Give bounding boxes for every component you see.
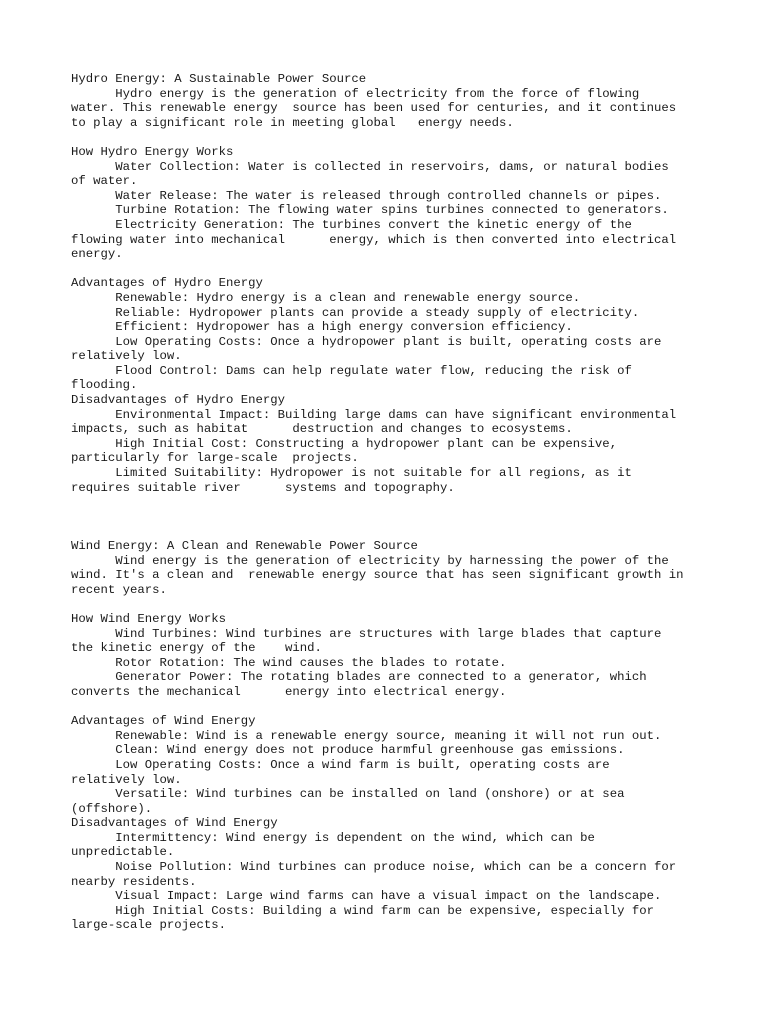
wind-disadvantage-line: High Initial Costs: Building a wind farm can be expensive, especially for [71, 903, 654, 918]
wind-title: Wind Energy: A Clean and Renewable Power Source [71, 539, 418, 554]
hydro-how-line: Electricity Generation: The turbines convert the kinetic energy of the [71, 217, 632, 232]
wind-disadvantage-line: nearby residents. [71, 874, 197, 889]
hydro-intro-line: Hydro energy is the generation of electricity from the force of flowing [71, 86, 640, 101]
spacer [71, 130, 711, 145]
hydro-advantage-line: Reliable: Hydropower plants can provide a steady supply of electricity. [71, 305, 640, 320]
wind-how-line: Rotor Rotation: The wind causes the blades to rotate. [71, 655, 507, 670]
hydro-disadvantage-line: impacts, such as habitat destruction and changes to ecosystems. [71, 422, 573, 437]
hydro-intro [71, 87, 711, 131]
wind-disadvantage-line: Intermittency: Wind energy is dependent on the wind, which can be [71, 830, 595, 845]
wind-how-line: converts the mechanical energy into electrical energy. [71, 684, 507, 699]
wind-disadvantages-heading: Disadvantages of Wind Energy [71, 816, 278, 831]
hydro-how-line: Turbine Rotation: The flowing water spins turbines connected to generators. [71, 203, 669, 218]
wind-intro [71, 554, 711, 598]
spacer [71, 597, 711, 612]
wind-advantages-list [71, 729, 711, 817]
hydro-advantage-line: Low Operating Costs: Once a hydropower plant is built, operating costs are [71, 334, 662, 349]
spacer [71, 700, 711, 715]
wind-how-line: Generator Power: The rotating blades are connected to a generator, which [71, 670, 647, 685]
hydro-advantage-line: flooding. [71, 378, 138, 393]
wind-disadvantage-line: Visual Impact: Large wind farms can have a visual impact on the landscape. [71, 889, 662, 904]
wind-how-line: the kinetic energy of the wind. [71, 641, 322, 656]
hydro-disadvantage-line: Limited Suitability: Hydropower is not suitable for all regions, as it [71, 466, 632, 481]
hydro-disadvantage-line: requires suitable river systems and topography. [71, 480, 455, 495]
wind-intro-line: recent years. [71, 582, 167, 597]
hydro-section [71, 72, 711, 495]
hydro-how-heading: How Hydro Energy Works [71, 144, 234, 159]
section-gap [71, 495, 711, 539]
wind-disadvantage-line: unpredictable. [71, 845, 175, 860]
hydro-disadvantages-heading: Disadvantages of Hydro Energy [71, 393, 286, 408]
hydro-intro-line: water. This renewable energy source has been used for centuries, and it continues [71, 101, 677, 116]
hydro-advantage-line: Efficient: Hydropower has a high energy conversion efficiency. [71, 320, 573, 335]
wind-advantage-line: Clean: Wind energy does not produce harmful greenhouse gas emissions. [71, 743, 625, 758]
hydro-disadvantage-line: particularly for large-scale projects. [71, 451, 359, 466]
hydro-advantage-line: Renewable: Hydro energy is a clean and renewable energy source. [71, 290, 581, 305]
hydro-advantages-list [71, 291, 711, 393]
wind-how-line: Wind Turbines: Wind turbines are structures with large blades that capture [71, 626, 662, 641]
hydro-title: Hydro Energy: A Sustainable Power Source [71, 72, 367, 86]
hydro-how-list [71, 160, 711, 262]
wind-advantage-line: Renewable: Wind is a renewable energy source, meaning it will not run out. [71, 728, 662, 743]
wind-advantage-line: Versatile: Wind turbines can be installed on land (onshore) or at sea [71, 787, 625, 802]
hydro-intro-line: to play a significant role in meeting global energy needs. [71, 115, 514, 130]
hydro-advantage-line: Flood Control: Dams can help regulate water flow, reducing the risk of [71, 363, 632, 378]
wind-how-heading: How Wind Energy Works [71, 611, 226, 626]
hydro-advantages-heading: Advantages of Hydro Energy [71, 276, 263, 291]
hydro-disadvantages-list [71, 408, 711, 496]
spacer [71, 262, 711, 277]
hydro-how-line: energy. [71, 247, 123, 262]
wind-how-list [71, 627, 711, 700]
hydro-advantage-line: relatively low. [71, 349, 182, 364]
wind-intro-line: Wind energy is the generation of electricity by harnessing the power of the [71, 553, 669, 568]
wind-section [71, 539, 711, 933]
hydro-how-line: of water. [71, 174, 138, 189]
wind-disadvantage-line: large-scale projects. [71, 918, 226, 933]
wind-advantage-line: Low Operating Costs: Once a wind farm is built, operating costs are [71, 757, 610, 772]
hydro-disadvantage-line: High Initial Cost: Constructing a hydropower plant can be expensive, [71, 436, 618, 451]
wind-disadvantage-line: Noise Pollution: Wind turbines can produce noise, which can be a concern for [71, 860, 677, 875]
hydro-how-line: Water Collection: Water is collected in reservoirs, dams, or natural bodies [71, 159, 669, 174]
hydro-how-line: Water Release: The water is released through controlled channels or pipes. [71, 188, 662, 203]
document-page [71, 72, 711, 933]
hydro-disadvantage-line: Environmental Impact: Building large dams can have significant environmental [71, 407, 677, 422]
wind-advantages-heading: Advantages of Wind Energy [71, 714, 256, 729]
wind-intro-line: wind. It's a clean and renewable energy source that has seen significant growth in [71, 568, 684, 583]
wind-advantage-line: relatively low. [71, 772, 182, 787]
hydro-how-line: flowing water into mechanical energy, which is then converted into electrical [71, 232, 677, 247]
wind-advantage-line: (offshore). [71, 801, 153, 816]
wind-disadvantages-list [71, 831, 711, 933]
